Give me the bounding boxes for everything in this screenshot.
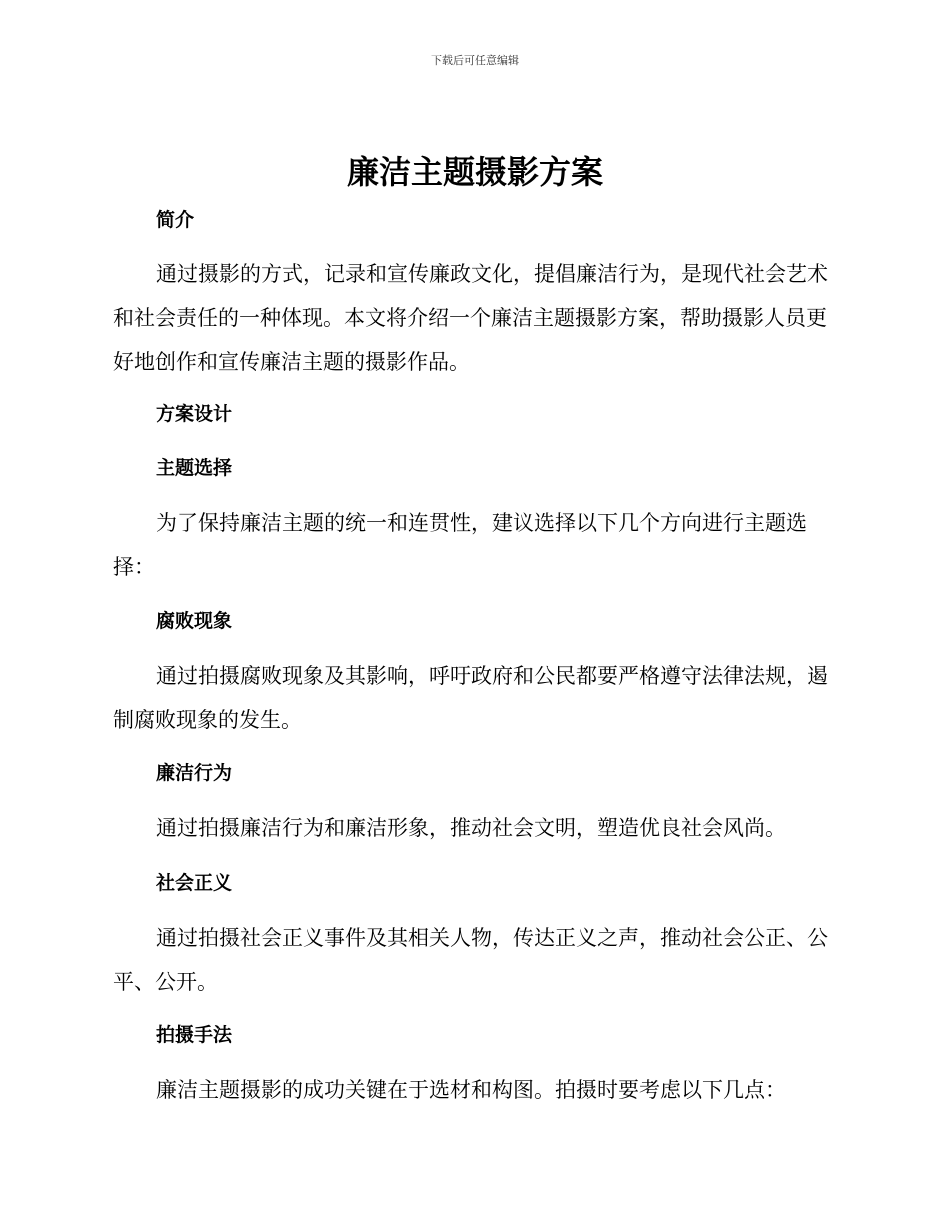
paragraph-corruption: 通过拍摄腐败现象及其影响，呼吁政府和公民都要严格遵守法律法规，遏制腐败现象的发生。	[113, 664, 828, 732]
section-heading-design: 方案设计	[156, 403, 233, 425]
section-heading-theme: 主题选择	[156, 457, 233, 479]
section-heading-integrity: 廉洁行为	[156, 762, 233, 784]
paragraph-integrity: 通过拍摄廉洁行为和廉洁形象，推动社会文明，塑造优良社会风尚。	[156, 816, 786, 840]
document-title: 廉洁主题摄影方案	[346, 153, 603, 191]
section-heading-technique: 拍摄手法	[156, 1024, 233, 1046]
paragraph-theme: 为了保持廉洁主题的统一和连贯性，建议选择以下几个方向进行主题选择：	[113, 511, 807, 579]
header-note: 下载后可任意编辑	[431, 54, 519, 67]
section-heading-intro: 简介	[156, 209, 195, 231]
paragraph-justice: 通过拍摄社会正义事件及其相关人物，传达正义之声，推动社会公正、公平、公开。	[113, 926, 828, 994]
section-heading-corruption: 腐败现象	[156, 610, 233, 632]
paragraph-technique: 廉洁主题摄影的成功关键在于选材和构图。拍摄时要考虑以下几点：	[156, 1078, 786, 1102]
paragraph-intro: 通过摄影的方式，记录和宣传廉政文化，提倡廉洁行为，是现代社会艺术和社会责任的一种体现。本文将介绍一个廉洁主题摄影方案，帮助摄影人员更好地创作和宣传廉洁主题的摄影作品。	[113, 262, 828, 374]
section-heading-justice: 社会正义	[156, 872, 233, 894]
